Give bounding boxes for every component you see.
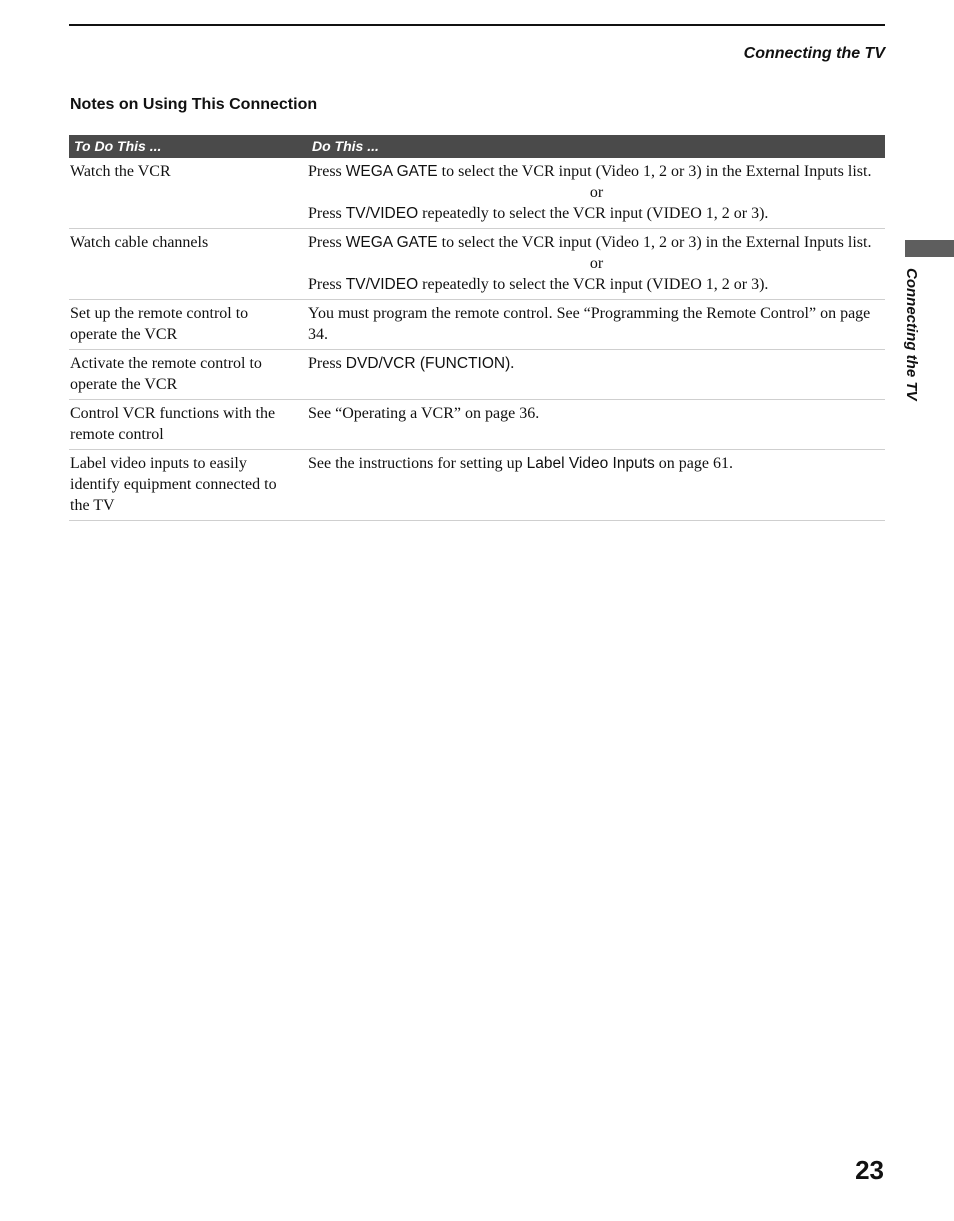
table-row (69, 158, 885, 229)
side-tab-label: Connecting the TV (903, 268, 920, 401)
column-header-task: To Do This ... (69, 135, 307, 158)
action-line (308, 203, 885, 224)
table-header-row (69, 135, 885, 158)
action-text: Press (308, 163, 346, 180)
or-separator: or (589, 184, 604, 201)
action-text: . (510, 355, 515, 372)
key-name: TV/VIDEO (345, 276, 419, 293)
action-text: to select the VCR input (Video 1, 2 or 3) in the External Inputs list. (437, 163, 872, 180)
task-cell: Activate the remote control to operate the VCR (69, 350, 307, 400)
task-cell: Control VCR functions with the remote control (69, 400, 307, 450)
task-cell: Watch cable channels (69, 229, 307, 300)
action-text: on page 61. (654, 455, 733, 472)
table-row (69, 400, 885, 450)
action-cell: You must program the remote control. See “Programming the Remote Control” on page 34. (307, 300, 885, 350)
side-tab-bar (905, 240, 954, 257)
action-cell: See “Operating a VCR” on page 36. (307, 400, 885, 450)
table-row (69, 450, 885, 521)
action-line (308, 232, 885, 253)
key-name: WEGA GATE (345, 163, 438, 180)
key-name: DVD/VCR (FUNCTION) (345, 355, 511, 372)
table-row (69, 229, 885, 300)
menu-item-name: Label Video Inputs (526, 455, 655, 472)
running-head: Connecting the TV (743, 45, 885, 62)
action-text: repeatedly to select the VCR input (VIDEO 1, 2 or 3). (418, 276, 769, 293)
action-cell (307, 450, 885, 521)
action-text: Press (308, 355, 346, 372)
section-heading: Notes on Using This Connection (70, 96, 318, 113)
table-row (69, 350, 885, 400)
column-header-action: Do This ... (307, 135, 885, 158)
top-rule (69, 24, 885, 26)
table-row (69, 300, 885, 350)
action-text: See the instructions for setting up (308, 455, 527, 472)
page-number: 23 (855, 1155, 884, 1185)
key-name: WEGA GATE (345, 234, 438, 251)
action-cell (307, 229, 885, 300)
action-cell (307, 350, 885, 400)
action-line (308, 161, 885, 182)
task-cell: Set up the remote control to operate the VCR (69, 300, 307, 350)
action-text: to select the VCR input (Video 1, 2 or 3) in the External Inputs list. (437, 234, 872, 251)
key-name: TV/VIDEO (345, 205, 419, 222)
action-text: Press (308, 205, 346, 222)
or-separator: or (589, 255, 604, 272)
action-text: repeatedly to select the VCR input (VIDEO 1, 2 or 3). (418, 205, 769, 222)
action-text: Press (308, 276, 346, 293)
action-cell (307, 158, 885, 229)
task-cell: Label video inputs to easily identify equipment connected to the TV (69, 450, 307, 521)
action-line (308, 274, 885, 295)
action-text: Press (308, 234, 346, 251)
notes-table (69, 135, 885, 521)
task-cell: Watch the VCR (69, 158, 307, 229)
